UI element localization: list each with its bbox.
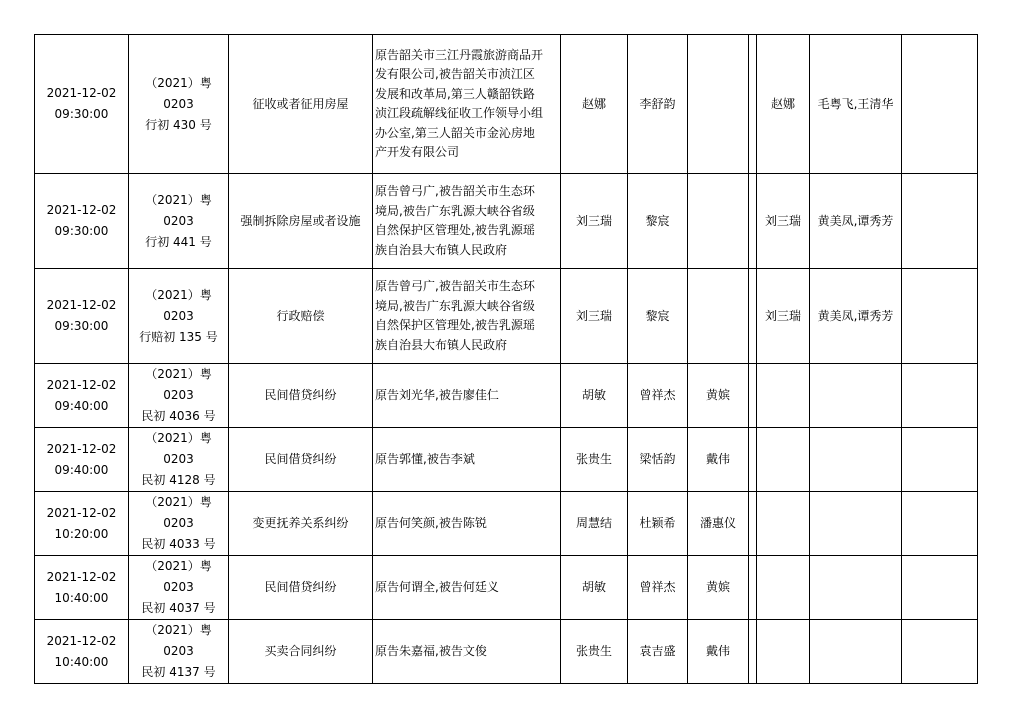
hearing-time-cell xyxy=(35,556,129,620)
juror-cell-2-text: 戴伟 xyxy=(705,452,730,466)
case-cause-cell-text: 强制拆除房屋或者设施 xyxy=(240,213,361,228)
case-cause-cell xyxy=(229,492,373,556)
case-cause-cell-text: 买卖合同纠纷 xyxy=(264,644,337,658)
table-row xyxy=(35,620,978,684)
juror-cell-2 xyxy=(688,364,749,428)
panel-members-cell-text: 黄美凤,谭秀芳 xyxy=(817,308,894,323)
parties-cell xyxy=(373,556,561,620)
juror-cell-2 xyxy=(688,428,749,492)
table-row xyxy=(35,492,978,556)
presiding-judge-cell xyxy=(757,35,810,174)
case-cause-cell xyxy=(229,35,373,174)
table-row xyxy=(35,428,978,492)
presiding-judge-cell xyxy=(757,269,810,364)
table-row xyxy=(35,35,978,174)
note-cell xyxy=(902,364,978,428)
parties-cell xyxy=(373,364,561,428)
spacer-cell xyxy=(749,364,757,428)
juror-cell-text: 曾祥杰 xyxy=(639,388,676,402)
spacer-cell xyxy=(749,492,757,556)
spacer-cell xyxy=(749,620,757,684)
panel-members-cell-text: 黄美凤,谭秀芳 xyxy=(817,213,894,228)
case-cause-cell-text: 民间借贷纠纷 xyxy=(264,452,337,466)
spacer-cell xyxy=(749,428,757,492)
judge-cell-text: 刘三瑞 xyxy=(575,213,612,228)
parties-cell-text: 原告曾弓广,被告韶关市生态环 境局,被告广东乳源大峡谷省级 自然保护区管理处,被告乳源瑶 族自治县大布镇人民政府 xyxy=(375,279,535,352)
juror-cell-text: 梁恬韵 xyxy=(639,452,676,466)
hearing-time-cell-text: 2021-12-02 09:40:00 xyxy=(46,441,117,477)
presiding-judge-cell xyxy=(757,556,810,620)
juror-cell xyxy=(628,556,688,620)
case-cause-cell xyxy=(229,269,373,364)
judge-cell xyxy=(561,174,628,269)
juror-cell xyxy=(628,620,688,684)
parties-cell-text: 原告韶关市三江丹霞旅游商品开 发有限公司,被告韶关市浈江区 发展和改革局,第三人赣韶铁路 浈江段疏解线征收工作领导小组 办公室,第三人韶关市金沁房地 产开发有限公司 xyxy=(375,47,544,159)
presiding-judge-cell xyxy=(757,174,810,269)
juror-cell-text: 黎宸 xyxy=(645,308,670,323)
juror-cell-2 xyxy=(688,620,749,684)
note-cell xyxy=(902,269,978,364)
panel-members-cell xyxy=(810,35,902,174)
panel-members-cell xyxy=(810,428,902,492)
judge-cell-text: 张贵生 xyxy=(575,452,612,466)
panel-members-cell-text: 毛粤飞,王清华 xyxy=(817,96,894,111)
case-number-cell xyxy=(129,620,229,684)
note-cell xyxy=(902,556,978,620)
spacer-cell xyxy=(749,35,757,174)
hearing-time-cell-text: 2021-12-02 09:40:00 xyxy=(46,377,117,413)
case-number-cell xyxy=(129,492,229,556)
judge-cell-text: 周慧结 xyxy=(575,516,612,530)
presiding-judge-cell-text: 刘三瑞 xyxy=(764,213,801,228)
juror-cell xyxy=(628,269,688,364)
juror-cell-2-text: 黄嫔 xyxy=(705,580,730,594)
case-number-cell-text: （2021）粤 0203 民初 4033 号 xyxy=(141,495,216,551)
parties-cell-text: 原告刘光华,被告廖佳仁 xyxy=(375,387,499,402)
parties-cell xyxy=(373,492,561,556)
hearing-time-cell xyxy=(35,364,129,428)
case-number-cell-text: （2021）粤 0203 民初 4128 号 xyxy=(141,431,216,487)
juror-cell xyxy=(628,364,688,428)
hearing-time-cell xyxy=(35,428,129,492)
case-number-cell xyxy=(129,556,229,620)
case-cause-cell xyxy=(229,556,373,620)
note-cell xyxy=(902,492,978,556)
judge-cell xyxy=(561,620,628,684)
panel-members-cell xyxy=(810,620,902,684)
parties-cell-text: 原告郭懂,被告李斌 xyxy=(375,451,475,466)
table-row xyxy=(35,174,978,269)
judge-cell xyxy=(561,35,628,174)
parties-cell xyxy=(373,428,561,492)
juror-cell-text: 袁吉盛 xyxy=(639,644,676,658)
case-number-cell xyxy=(129,364,229,428)
parties-cell-text: 原告朱嘉福,被告文俊 xyxy=(375,643,487,658)
juror-cell-2 xyxy=(688,492,749,556)
case-number-cell-text: （2021）粤 0203 行赔初 135 号 xyxy=(139,287,218,344)
case-cause-cell-text: 民间借贷纠纷 xyxy=(264,580,337,594)
panel-members-cell xyxy=(810,364,902,428)
hearing-time-cell-text: 2021-12-02 10:40:00 xyxy=(46,633,117,669)
hearing-time-cell xyxy=(35,620,129,684)
hearing-time-cell xyxy=(35,35,129,174)
case-number-cell-text: （2021）粤 0203 民初 4037 号 xyxy=(141,559,216,615)
case-number-cell-text: （2021）粤 0203 民初 4036 号 xyxy=(141,367,216,423)
presiding-judge-cell xyxy=(757,492,810,556)
parties-cell-text: 原告何笑颜,被告陈锐 xyxy=(375,515,487,530)
judge-cell xyxy=(561,269,628,364)
hearing-time-cell-text: 2021-12-02 10:40:00 xyxy=(46,569,117,605)
presiding-judge-cell-text: 赵娜 xyxy=(770,96,795,111)
case-number-cell xyxy=(129,35,229,174)
hearing-time-cell-text: 2021-12-02 09:30:00 xyxy=(46,203,117,238)
panel-members-cell xyxy=(810,174,902,269)
panel-members-cell xyxy=(810,556,902,620)
parties-cell xyxy=(373,269,561,364)
juror-cell-2 xyxy=(688,556,749,620)
parties-cell xyxy=(373,35,561,174)
note-cell xyxy=(902,35,978,174)
judge-cell-text: 赵娜 xyxy=(581,96,606,111)
hearing-time-cell xyxy=(35,492,129,556)
case-cause-cell xyxy=(229,428,373,492)
case-cause-cell xyxy=(229,174,373,269)
juror-cell-text: 曾祥杰 xyxy=(639,580,676,594)
judge-cell xyxy=(561,364,628,428)
spacer-cell xyxy=(749,269,757,364)
juror-cell-text: 李舒韵 xyxy=(639,96,676,111)
parties-cell xyxy=(373,174,561,269)
note-cell xyxy=(902,428,978,492)
spacer-cell xyxy=(749,174,757,269)
juror-cell-text: 杜颖希 xyxy=(639,516,676,530)
juror-cell xyxy=(628,35,688,174)
case-cause-cell xyxy=(229,620,373,684)
juror-cell-2-text: 潘惠仪 xyxy=(699,516,736,530)
hearing-schedule-table xyxy=(34,34,978,684)
note-cell xyxy=(902,174,978,269)
judge-cell-text: 胡敏 xyxy=(581,388,606,402)
case-number-cell xyxy=(129,269,229,364)
juror-cell xyxy=(628,428,688,492)
table-row xyxy=(35,556,978,620)
presiding-judge-cell xyxy=(757,428,810,492)
juror-cell xyxy=(628,492,688,556)
table-row xyxy=(35,364,978,428)
judge-cell xyxy=(561,428,628,492)
case-number-cell xyxy=(129,174,229,269)
parties-cell xyxy=(373,620,561,684)
case-cause-cell-text: 征收或者征用房屋 xyxy=(252,96,349,111)
juror-cell-2-text: 戴伟 xyxy=(705,644,730,658)
presiding-judge-cell xyxy=(757,364,810,428)
parties-cell-text: 原告何谓全,被告何廷义 xyxy=(375,579,499,594)
juror-cell-2-text: 黄嫔 xyxy=(705,388,730,402)
note-cell xyxy=(902,620,978,684)
juror-cell-2 xyxy=(688,269,749,364)
case-number-cell-text: （2021）粤 0203 民初 4137 号 xyxy=(141,623,216,679)
hearing-time-cell-text: 2021-12-02 10:20:00 xyxy=(46,505,117,541)
case-cause-cell-text: 变更抚养关系纠纷 xyxy=(252,516,349,530)
hearing-time-cell xyxy=(35,269,129,364)
judge-cell-text: 刘三瑞 xyxy=(575,308,612,323)
judge-cell xyxy=(561,556,628,620)
judge-cell-text: 张贵生 xyxy=(575,644,612,658)
judge-cell xyxy=(561,492,628,556)
case-cause-cell-text: 民间借贷纠纷 xyxy=(264,388,337,402)
juror-cell-2 xyxy=(688,35,749,174)
presiding-judge-cell xyxy=(757,620,810,684)
case-number-cell xyxy=(129,428,229,492)
case-cause-cell xyxy=(229,364,373,428)
spacer-cell xyxy=(749,556,757,620)
juror-cell xyxy=(628,174,688,269)
case-number-cell-text: （2021）粤 0203 行初 430 号 xyxy=(145,75,212,132)
table-body xyxy=(35,35,978,684)
panel-members-cell xyxy=(810,492,902,556)
parties-cell-text: 原告曾弓广,被告韶关市生态环 境局,被告广东乳源大峡谷省级 自然保护区管理处,被告乳源瑶 族自治县大布镇人民政府 xyxy=(375,184,535,257)
presiding-judge-cell-text: 刘三瑞 xyxy=(764,308,801,323)
hearing-time-cell xyxy=(35,174,129,269)
hearing-time-cell-text: 2021-12-02 09:30:00 xyxy=(46,86,117,121)
judge-cell-text: 胡敏 xyxy=(581,580,606,594)
case-number-cell-text: （2021）粤 0203 行初 441 号 xyxy=(145,192,212,249)
hearing-time-cell-text: 2021-12-02 09:30:00 xyxy=(46,298,117,333)
juror-cell-2 xyxy=(688,174,749,269)
panel-members-cell xyxy=(810,269,902,364)
table-row xyxy=(35,269,978,364)
juror-cell-text: 黎宸 xyxy=(645,213,670,228)
case-cause-cell-text: 行政赔偿 xyxy=(276,308,325,323)
